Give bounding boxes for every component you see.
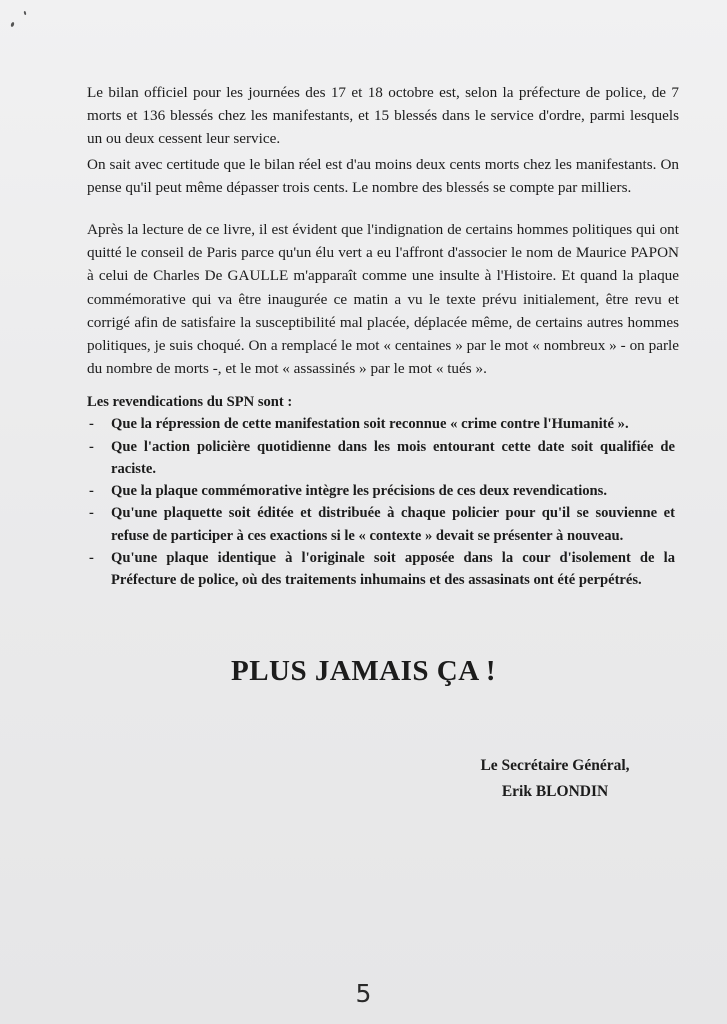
paragraph-text: Le bilan officiel pour les journées des 17 et 18 octobre est, selon la préfecture de police, de 7 morts et 136 blessés chez les manifestants, et 15 blessés dans le service d'ordre, parmi lesquels un ou deux cessent leur service. (87, 84, 679, 148)
signature-block (440, 753, 670, 805)
paragraph-commentary (87, 218, 679, 380)
demands-list (87, 413, 675, 591)
slogan-heading: PLUS JAMAIS ÇA ! (231, 655, 496, 687)
paper-speck (24, 11, 27, 15)
demand-item: - Que la plaque commémorative intègre les précisions de ces deux revendications. (87, 480, 675, 502)
demand-item: - Qu'une plaquette soit éditée et distribuée à chaque policier pour qu'il se souvienne et refuse de participer à ces exactions si le « contexte » devait se présenter à nouveau. (87, 502, 675, 547)
demand-item: - Que l'action policière quotidienne dans les mois entourant cette date soit qualifiée de raciste. (87, 436, 675, 481)
signatory-title: Le Secrétaire Général, (480, 757, 630, 774)
paragraph-official-toll (87, 81, 679, 151)
demands-title: Les revendications du SPN sont : (87, 394, 293, 410)
paragraph-text: On sait avec certitude que le bilan réel est d'au moins deux cents morts chez les manifestants. On pense qu'il peut même dépasser trois cents. Le nombre des blessés se compte par milliers. (87, 156, 679, 197)
paragraph-real-toll (87, 153, 679, 199)
demands-section (87, 391, 675, 592)
paper-speck (10, 22, 15, 28)
demand-item: - Qu'une plaque identique à l'originale soit apposée dans la cour d'isolement de la Préfecture de police, où des traitements inhumains et des assasinats ont été perpétrés. (87, 547, 675, 592)
demand-item: - Que la répression de cette manifestation soit reconnue « crime contre l'Humanité ». (87, 413, 675, 435)
page-number: 5 (355, 979, 372, 1008)
signatory-name: Erik BLONDIN (501, 783, 609, 800)
paragraph-text: Après la lecture de ce livre, il est évident que l'indignation de certains hommes politiques qui ont quitté le conseil de Paris parce qu'un élu vert a eu l'affront d'associer le nom de Maurice PAPON à celui de Charles De GAULLE m'apparaît comme une insulte à l'Histoire. Et quand la plaque commémorative qui va être inaugurée ce matin a vu le texte prévu initialement, être revu et corrigé afin de satisfaire la susceptibilité mal placée, déplacée même, de certains autres hommes politiques, je suis choqué. On a remplacé le mot « centaines » par le mot « nombreux » - on parle du nombre de morts -, et le mot « assassinés » par le mot « tués ». (87, 221, 679, 378)
